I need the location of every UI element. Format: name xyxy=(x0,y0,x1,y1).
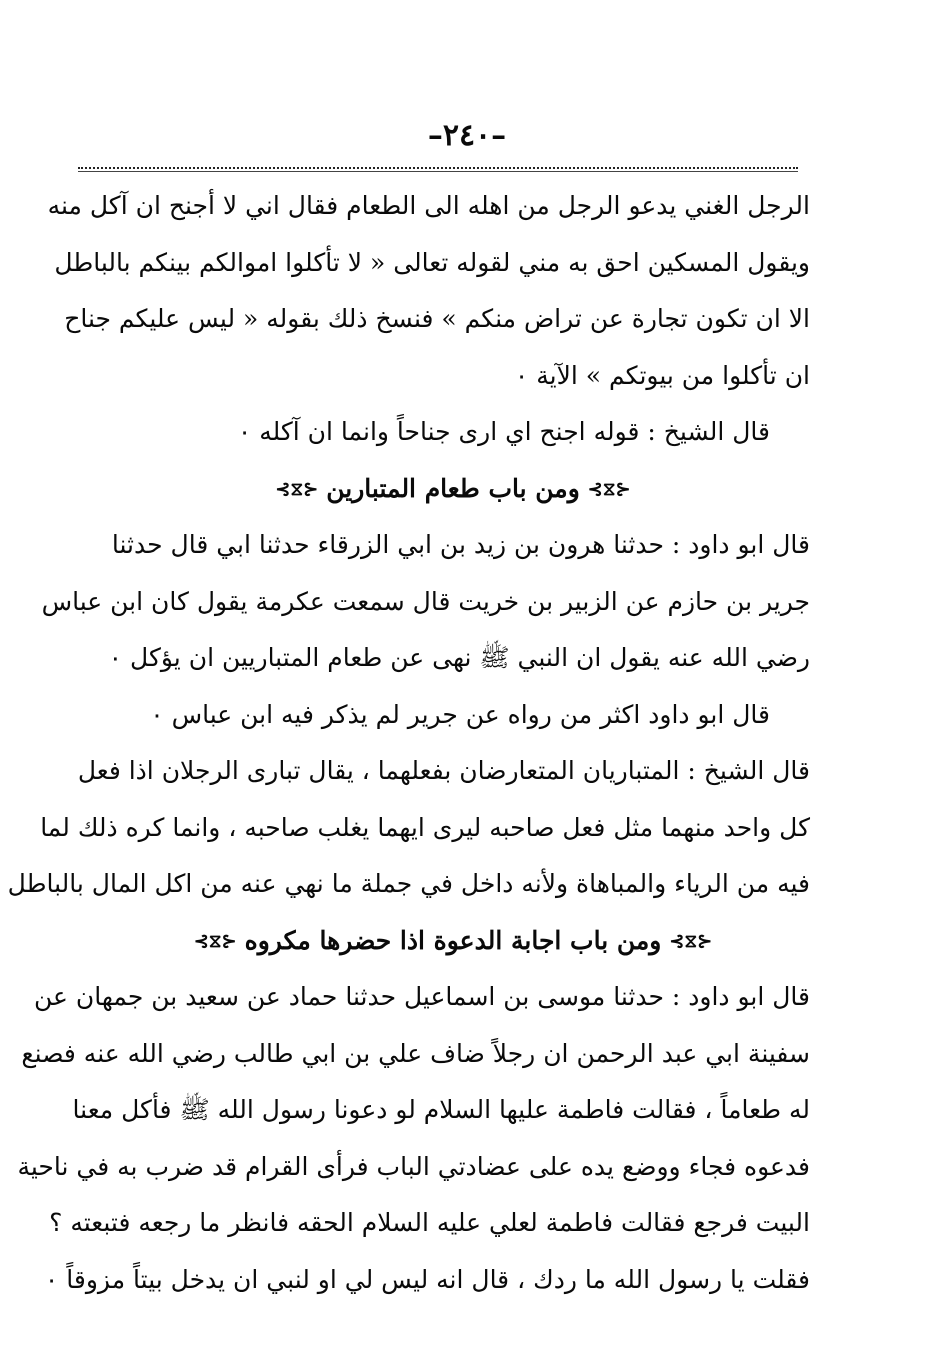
text-line: البيت فرجع فقالت فاطمة لعلي عليه السلام الحقه فانظر ما رجعه فتبعته ؟ xyxy=(49,1208,810,1237)
text-line: قال ابو داود : حدثنا موسى بن اسماعيل حدثنا حماد عن سعيد بن جمهان عن xyxy=(34,982,810,1011)
section-heading-text: ومن باب اجابة الدعوة اذا حضرها مكروه xyxy=(244,925,662,955)
text-line: فيه من الرياء والمباهاة ولأنه داخل في جملة ما نهي عنه من اكل المال بالباطل xyxy=(7,869,810,898)
text-line: الرجل الغني يدعو الرجل من اهله الى الطعام فقال اني لا أجنح ان آكل منه xyxy=(47,191,810,220)
heading-ornament-right: ⊰⧖⊱ xyxy=(587,478,631,500)
text-line: له طعاماً ، فقالت فاطمة عليها السلام لو دعونا رسول الله ﷺ فأكل معنا xyxy=(72,1095,810,1124)
heading-ornament-left: ⊰⧖⊱ xyxy=(275,478,319,500)
section-heading xyxy=(96,913,810,970)
heading-ornament-right: ⊰⧖⊱ xyxy=(669,930,713,952)
text-line: فدعوه فجاء ووضع يده على عضادتي الباب فرأى القرام قد ضرب به في ناحية xyxy=(17,1151,810,1181)
text-line: رضي الله عنه يقول ان النبي ﷺ نهى عن طعام المتباريين ان يؤكل ٠ xyxy=(108,643,810,672)
text-line: ان تأكلوا من بيوتكم » الآية ٠ xyxy=(514,360,810,390)
body-text xyxy=(7,178,810,1308)
section-heading-text: ومن باب طعام المتبارين xyxy=(326,473,580,503)
text-line: الا ان تكون تجارة عن تراض منكم » فنسخ ذلك بقوله « ليس عليكم جناح xyxy=(64,304,810,333)
text-line: قال ابو داود اكثر من رواه عن جرير لم يذكر فيه ابن عباس ٠ xyxy=(150,699,770,729)
page-number: –٢٤٠– xyxy=(427,118,507,153)
text-line: ويقول المسكين احق به مني لقوله تعالى « لا تأكلوا اموالكم بينكم بالباطل xyxy=(54,247,810,277)
header-divider-underline xyxy=(78,171,798,172)
heading-ornament-left: ⊰⧖⊱ xyxy=(193,930,237,952)
section-heading xyxy=(96,461,810,518)
text-line: سفينة ابي عبد الرحمن ان رجلاً ضاف علي بن ابي طالب رضي الله عنه فصنع xyxy=(21,1038,810,1068)
text-line: فقلت يا رسول الله ما ردك ، قال انه ليس لي او لنبي ان يدخل بيتاً مزوقاً ٠ xyxy=(44,1264,810,1294)
text-line: قال الشيخ : قوله اجنح اي ارى جناحاً وانما ان آكله ٠ xyxy=(237,417,770,446)
text-line: قال الشيخ : المتباريان المتعارضان بفعلهما ، يقال تبارى الرجلان اذا فعل xyxy=(77,756,810,785)
header-divider xyxy=(78,167,798,169)
text-line: جرير بن حازم عن الزبير بن خريت قال سمعت عكرمة يقول كان ابن عباس xyxy=(41,586,810,616)
text-line: قال ابو داود : حدثنا هرون بن زيد بن ابي الزرقاء حدثنا ابي قال حدثنا xyxy=(111,530,810,559)
text-line: كل واحد منهما مثل فعل صاحبه ليرى ايهما يغلب صاحبه ، وانما كره ذلك لما xyxy=(40,812,810,842)
